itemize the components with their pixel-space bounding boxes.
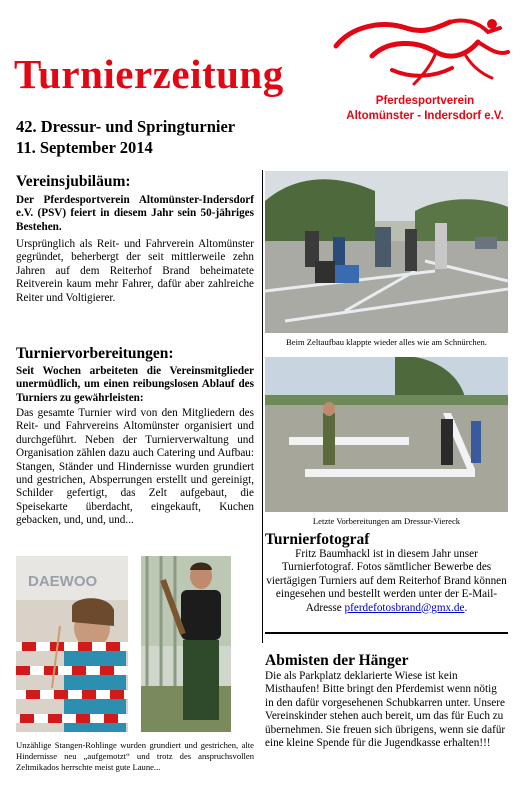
photo-tent-setup (265, 171, 508, 333)
logo-line-1: Pferdesportverein (375, 95, 475, 107)
daewoo-sign-text: DAEWOO (28, 573, 98, 590)
section-divider (265, 632, 508, 634)
turnierfotograf-tail: . (464, 601, 468, 614)
caption-dressur: Letzte Vorbereitungen am Dressur-Viereck (312, 516, 461, 526)
photographer-email-link[interactable]: pferdefotosbrand@gmx.de (344, 601, 465, 614)
photo-painting-poles (16, 556, 128, 732)
heading-vereinsjubilaeum: Vereinsjubiläum: (16, 173, 131, 190)
body-abmisten: Die als Parkplatz deklarierte Wiese ist kein Misthaufen! Bitte bringt den Pferdemist wenn nötig in den dafür vorgesehenen Schubkarren unter. Unsere Vereinskinder stehen auch bereit, um das für Euch zu übernehmen. Sie freuen sich übrigens, wenn sie dafür eine kleine Spende für die Jugendkasse erhalten!!! (265, 670, 506, 750)
newspaper-title: Turnierzeitung (14, 51, 284, 97)
logo-line-2: Altomünster - Indersdorf e.V. (346, 110, 504, 122)
caption-stangen: Unzählige Stangen-Rohlinge wurden grundiert und gestrichen, alte Hindernisse neu „aufgemotzt“ und trotz des anspruchsvollen Zeltmikados herrschte meist gute Laune... (16, 740, 254, 772)
column-divider (262, 170, 263, 643)
issue-info (16, 116, 235, 158)
heading-turniervorbereitungen: Turniervorbereitungen: (16, 345, 174, 362)
photo-dressage-arena (265, 357, 508, 512)
heading-abmisten: Abmisten der Hänger (265, 652, 409, 669)
club-logo (332, 12, 518, 127)
caption-zeltaufbau: Beim Zeltaufbau klappte wieder alles wie am Schnürchen. (286, 337, 487, 347)
heading-turnierfotograf: Turnierfotograf (265, 531, 370, 548)
lead-vereinsjubilaeum: Der Pferdesportverein Altomünster-Indersdorf e.V. (PSV) feiert in diesem Jahr sein 50-jähriges Bestehen. (16, 194, 254, 233)
photo-worker-with-hammer (141, 556, 231, 732)
horse-logo-graphic (332, 12, 518, 92)
issue-line-2: 11. September 2014 (16, 138, 153, 157)
body-turniervorbereitungen: Das gesamte Turnier wird von den Mitgliedern des Reit- und Fahrvereins Altomünster organisiert und durchgeführt. Neben der Turnierverwaltung und Organisation zählen dazu auch Catering und Aufbau: Stangen, Ständer und Hindernisse wurden grundiert und gestrichen, Absperrungen erstellt und gereinigt, Schilder gefertigt, das Zelt aufgebaut, die Speisekarte überdacht, eingekauft, Kuchen gebacken, und, und, und... (16, 407, 254, 527)
issue-line-1: 42. Dressur- und Springturnier (16, 117, 236, 136)
turnierfotograf-text: Fritz Baumhackl ist in diesem Jahr unser Turnierfotograf. Fotos sämtlicher Bewerbe des viertägigen Turniers auf dem Reiterhof Brand können eingesehen und bestellt werden unter der E-Mail-Adresse (266, 548, 507, 614)
lead-turniervorbereitungen: Seit Wochen arbeiteten die Vereinsmitglieder unermüdlich, um einen reibungslosen Ablauf des Turniers zu gewährleisten: (16, 365, 254, 404)
body-turnierfotograf (265, 548, 508, 615)
body-vereinsjubilaeum: Ursprünglich als Reit- und Fahrverein Altomünster gegründet, beherbergt der seit mittlerweile zehn Jahren auf dem Reiterhof Brand beheimatete Reitverein kaum mehr Fahrer, dafür aber zahlreiche Reiter und Voltigierer. (16, 238, 254, 304)
